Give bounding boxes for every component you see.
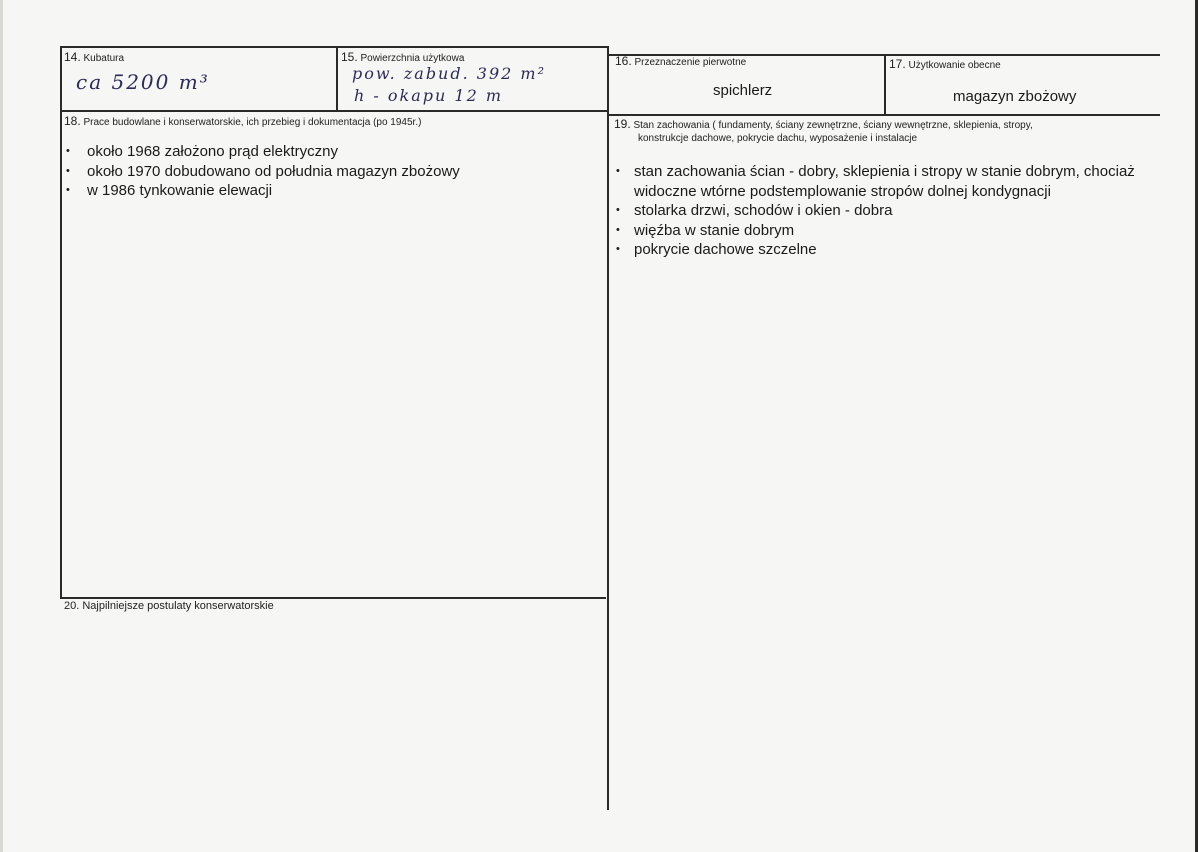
rule-top [60,46,608,48]
field-18-number: 18. [64,114,81,128]
field-17-value: magazyn zbożowy [953,88,1077,105]
field-18-label [64,114,421,128]
field-14-label [64,50,124,64]
list-item: • więźba w stanie dobrym [610,221,1150,241]
field-16-value: spichlerz [713,82,773,99]
field-15-number: 15. [341,50,358,64]
list-item: • stan zachowania ścian - dobry, sklepienia i stropy w stanie dobrym, chociaż widoczne wtórne podstemplowanie stropów dolnej kondygnacji [610,162,1150,201]
field-15-label [341,50,464,64]
rule-v-14-15 [336,46,338,110]
scan-edge-left [0,0,3,852]
list-item: • w 1986 tynkowanie elewacji [66,181,602,201]
field-17-title: Użytkowanie obecne [908,60,1001,71]
rule-f20 [60,597,606,599]
field-20-title: Najpilniejsze postulaty konserwatorskie [82,600,274,612]
list-item: • pokrycie dachowe szczelne [610,240,1150,260]
field-19-number: 19. [614,117,631,131]
rule-row2 [60,110,608,112]
list-item: • około 1968 założono prąd elektryczny [66,142,602,162]
field-16-number: 16. [615,54,632,68]
rule-v-center [607,46,609,810]
field-18-list [66,142,602,201]
field-16-title: Przeznaczenie pierwotne [634,57,747,68]
field-17-label [889,57,1001,71]
rule-v-16-17 [884,54,886,114]
field-20-number: 20. [64,600,80,612]
field-19-title-line2: konstrukcje dachowe, pokrycie dachu, wyposażenie i instalacje [638,133,918,144]
field-17-number: 17. [889,57,906,71]
field-19-label [614,118,1033,145]
field-14-title: Kubatura [83,53,125,64]
field-14-number: 14. [64,50,81,64]
field-20-label [64,600,274,612]
field-19-list [610,162,1150,260]
field-18-title: Prace budowlane i konserwatorskie, ich przebieg i dokumentacja (po 1945r.) [83,117,422,128]
field-19-title-line1: Stan zachowania ( fundamenty, ściany zewnętrzne, ściany wewnętrzne, sklepienia, stropy, [633,120,1033,131]
field-15-value-line2: h - okapu 12 m [354,86,503,105]
rule-v-left [60,46,62,598]
field-14-value: ca 5200 m³ [76,70,210,94]
list-item: • około 1970 dobudowano od południa magazyn zbożowy [66,162,602,182]
field-15-title: Powierzchnia użytkowa [360,53,465,64]
list-item: • stolarka drzwi, schodów i okien - dobra [610,201,1150,221]
field-16-label [615,54,746,68]
field-15-value-line1: pow. zabud. 392 m² [352,64,546,83]
rule-row2-right [608,114,1160,116]
